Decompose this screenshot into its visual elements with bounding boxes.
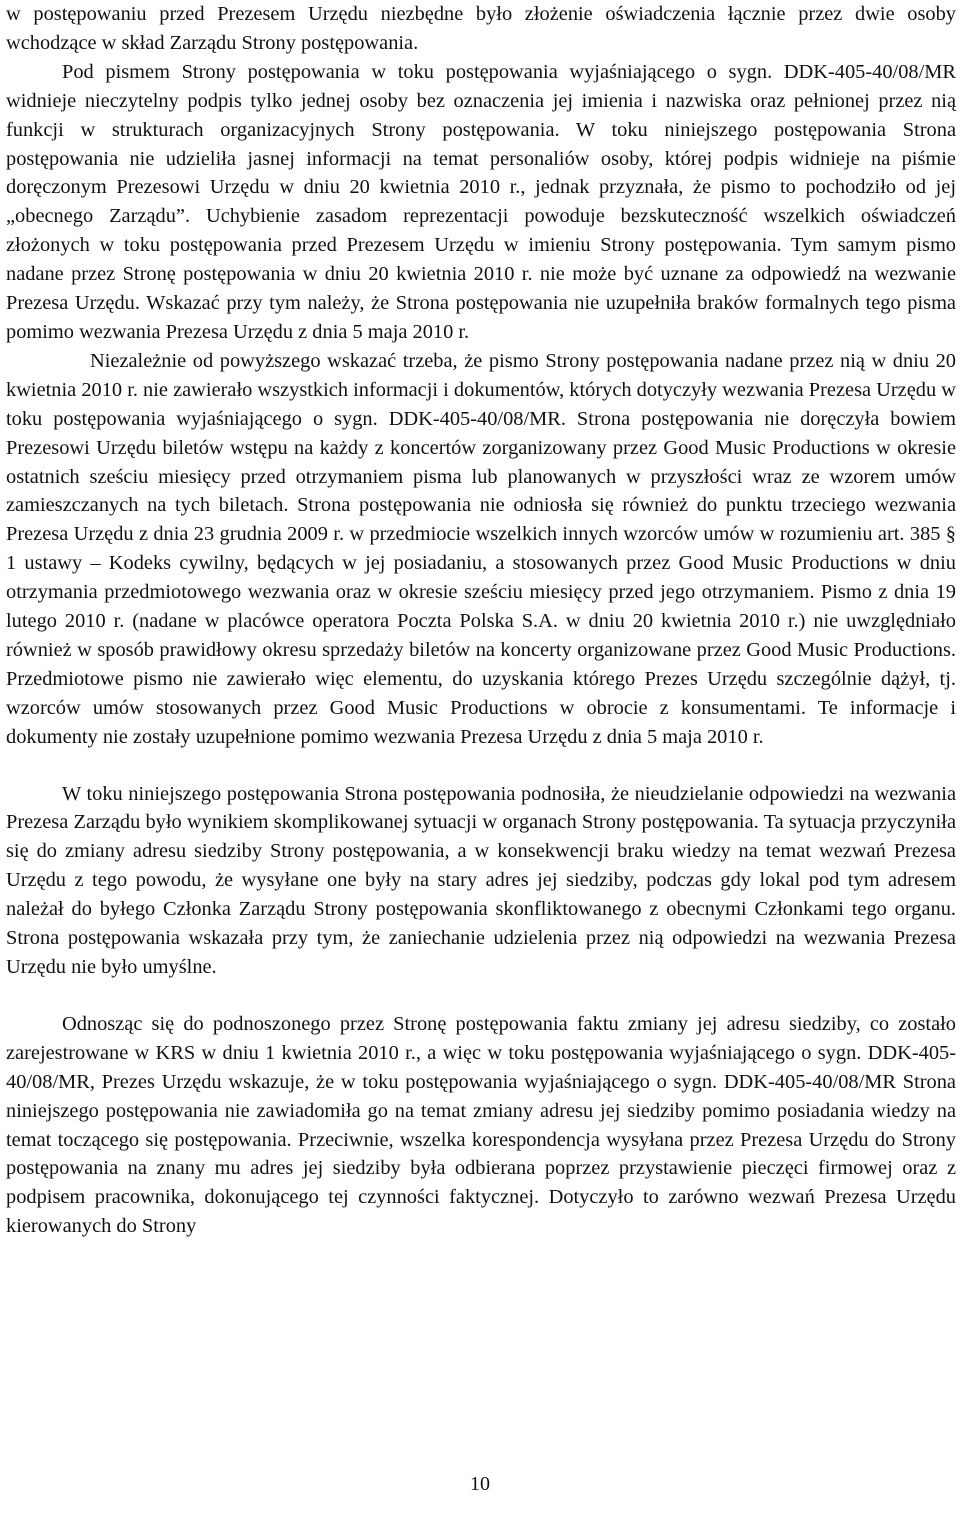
paragraph-signature: Pod pismem Strony postępowania w toku postępowania wyjaśniającego o sygn. DDK-405-40/08/MR widnieje nieczytelny podpis tylko jednej osoby bez oznaczenia jej imienia i nazwiska oraz pełnionej przez nią funkcji w strukturach organizacyjnych Strony postępowania. W toku niniejszego postępowania Strona postępowania nie udzieliła jasnej informacji na temat personaliów osoby, której podpis widnieje na piśmie doręczonym Prezesowi Urzędu w dniu 20 kwietnia 2010 r., jednak przyznała, że pismo to pochodziło od jej „obecnego Zarządu”. Uchybienie zasadom reprezentacji powoduje bezskuteczność wszelkich oświadczeń złożonych w toku postępowania przed Prezesem Urzędu w imieniu Strony postępowania. Tym samym pismo nadane przez Stronę postępowania w dniu 20 kwietnia 2010 r. nie może być uznane za odpowiedź na wezwanie Prezesa Urzędu. Wskazać przy tym należy, że Strona postępowania nie uzupełniła braków formalnych tego pisma pomimo wezwania Prezesa Urzędu z dnia 5 maja 2010 r. xyxy=(6,60,956,343)
paragraph-party-situation: W toku niniejszego postępowania Strona postępowania podnosiła, że nieudzielanie odpowiedzi na wezwania Prezesa Zarządu było wynikiem skomplikowanej sytuacji w organach Strony postępowania. Ta sytuacja przyczyniła się do zmiany adresu siedziby Strony postępowania, a w konsekwencji braku wiedzy na temat wezwań Prezesa Urzędu z tego powodu, że wysyłane one były na stary adres jej siedziby, podczas gdy lokal pod tym adresem należał do byłego Członka Zarządu Strony postępowania skonfliktowanego z obecnymi Członkami tego organu. Strona postępowania wskazała przy tym, że zaniechanie udzielenia przez nią odpowiedzi na wezwania Prezesa Urzędu nie było umyślne. xyxy=(6,782,956,978)
paragraph-continuation: w postępowaniu przed Prezesem Urzędu niezbędne było złożenie oświadczenia łącznie przez dwie osoby wchodzące w skład Zarządu Strony postępowania. xyxy=(6,3,956,54)
document-page xyxy=(6,0,956,1241)
page-number: 10 xyxy=(470,1473,490,1495)
paragraph-address-change: Odnosząc się do podnoszonego przez Stronę postępowania faktu zmiany jej adresu siedziby, co zostało zarejestrowane w KRS w dniu 1 kwietnia 2010 r., a więc w toku postępowania wyjaśniającego o sygn. DDK-405-40/08/MR, Prezes Urzędu wskazuje, że w toku postępowania wyjaśniającego o sygn. DDK-405-40/08/MR Strona niniejszego postępowania nie zawiadomiła go na temat zmiany adresu jej siedziby pomimo posiadania wiedzy na temat toczącego się postępowania. Przeciwnie, wszelka korespondencja wysyłana przez Prezesa Urzędu do Strony postępowania na znany mu adres jej siedziby była odbierana poprzez przystawienie pieczęci firmowej oraz z podpisem pracownika, dokonującego tej czynności faktycznej. Dotyczyło to zarówno wezwań Prezesa Urzędu kierowanych do Strony xyxy=(6,1012,956,1238)
paragraph-missing-documents: Niezależnie od powyższego wskazać trzeba, że pismo Strony postępowania nadane przez nią w dniu 20 kwietnia 2010 r. nie zawierało wszystkich informacji i dokumentów, których dotyczyły wezwania Prezesa Urzędu w toku postępowania wyjaśniającego o sygn. DDK-405-40/08/MR. Strona postępowania nie doręczyła bowiem Prezesowi Urzędu biletów wstępu na każdy z koncertów zorganizowany przez Good Music Productions w okresie ostatnich sześciu miesięcy przed otrzymaniem pisma lub planowanych w przyszłości wraz ze wzorem umów zamieszczanych na tych biletach. Strona postępowania nie odniosła się również do punktu trzeciego wezwania Prezesa Urzędu z dnia 23 grudnia 2009 r. w przedmiocie wszelkich innych wzorców umów w rozumieniu art. 385 § 1 ustawy – Kodeks cywilny, będących w jej posiadaniu, a stosowanych przez Good Music Productions w dniu otrzymania przedmiotowego wezwania oraz w okresie sześciu miesięcy przed jego otrzymaniem. Pismo z dnia 19 lutego 2010 r. (nadane w placówce operatora Poczta Polska S.A. w dniu 20 kwietnia 2010 r.) nie uwzględniało również w sposób prawidłowy okresu sprzedaży biletów na koncerty organizowane przez Good Music Productions. Przedmiotowe pismo nie zawierało więc elementu, do uzyskania którego Prezes Urzędu szczególnie dążył, tj. wzorców umów stosowanych przez Good Music Productions w obrocie z konsumentami. Te informacje i dokumenty nie zostały uzupełnione pomimo wezwania Prezesa Urzędu z dnia 5 maja 2010 r. xyxy=(6,349,956,748)
